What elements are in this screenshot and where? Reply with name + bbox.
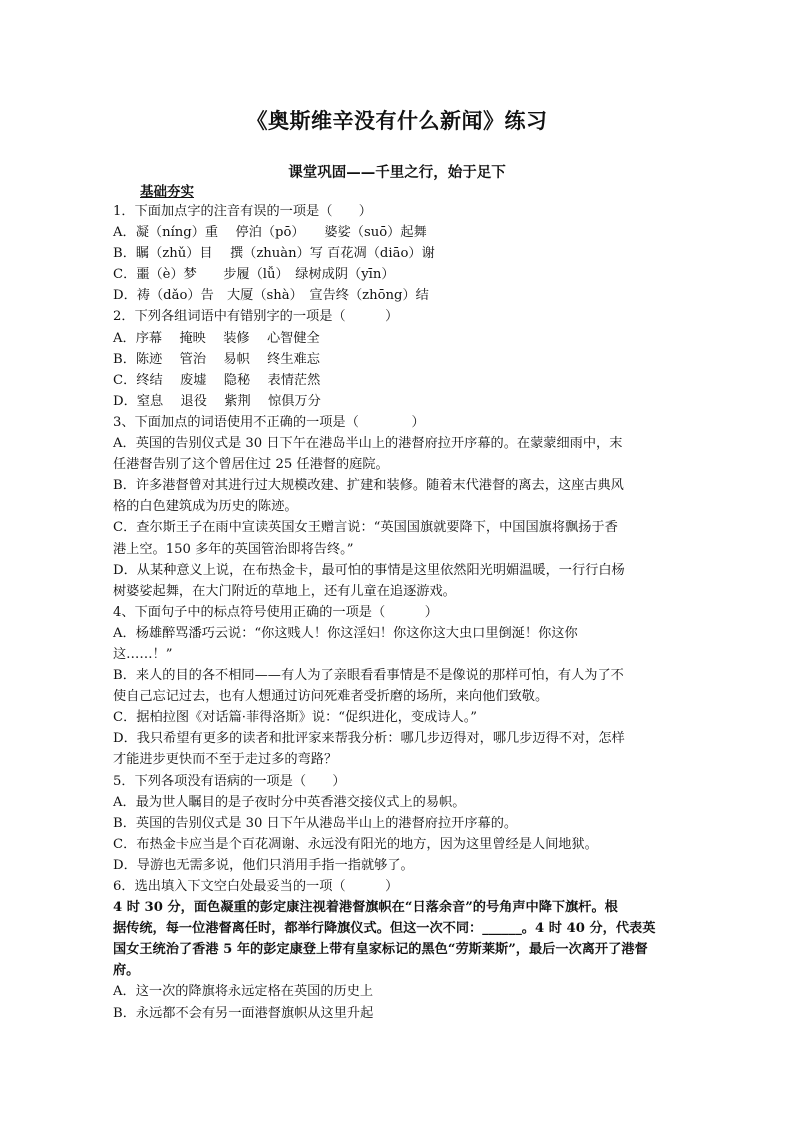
question-6-stem: 6．选出填入下文空白处最妥当的一项（ ）: [113, 879, 399, 894]
document-title: 《奥斯维辛没有什么新闻》练习: [246, 108, 548, 133]
question-3-option-d-line2: 树婆娑起舞，在大门附近的草地上，还有儿童在追逐游戏。: [113, 583, 456, 599]
question-5-stem: 5．下列各项没有语病的一项是（ ）: [113, 773, 346, 789]
question-3-stem: 3、下面加点的词语使用不正确的一项是（ ）: [113, 414, 425, 430]
question-4-option-c: C．据柏拉图《对话篇·菲得洛斯》说：“促织进化，变成诗人。”: [113, 710, 478, 726]
question-2-option-a: A．序幕 掩映 装修 心智健全: [113, 330, 320, 346]
question-6-passage-line4: 府。: [113, 963, 140, 979]
question-3-option-c-line2: 港上空。150 多年的英国管治即将告终。”: [113, 541, 354, 557]
question-4-option-a-line1: A．杨雄醉骂潘巧云说：“你这贱人！你这淫妇！你这你这大虫口里倒涎！你这你: [113, 625, 578, 641]
question-4-option-d-line2: 才能进步更快而不至于走过多的弯路？: [113, 752, 338, 768]
question-1-option-c: C．噩（è）梦 步履（lǚ） 绿树成阴（yīn）: [113, 267, 395, 283]
question-1-stem: 1．下面加点字的注音有误的一项是（ ）: [113, 204, 372, 219]
question-6-passage-line1: 4 时 30 分，面色凝重的彭定康注视着港督旗帜在“日落余音”的号角声中降下旗杆。根: [113, 900, 618, 916]
question-2-option-d: D．窒息 退役 紫荆 惊俱万分: [113, 393, 321, 409]
question-3-option-a-line1: A．英国的告别仪式是 30 日下午在港岛半山上的港督府拉开序幕的。在蒙蒙细雨中，末: [113, 436, 623, 452]
question-2-option-b: B．陈迹 管治 易帜 终生难忘: [113, 351, 320, 367]
question-3-option-b-line2: 格的白色建筑成为历史的陈迹。: [113, 499, 298, 515]
question-4-stem: 4、下面句子中的标点符号使用正确的一项是（ ）: [113, 604, 438, 620]
question-5-option-b: B．英国的告别仪式是 30 日下午从港岛半山上的港督府拉开序幕的。: [113, 815, 518, 831]
question-3-option-d-line1: D．从某种意义上说，在布热金卡，最可怕的事情是这里依然阳光明媚温暖，一行行白杨: [113, 562, 625, 578]
question-6-passage-line2: 据传统，每一位港督离任时，都举行降旗仪式。但这一次不同：______。4 时 40 分，代表英: [113, 921, 656, 937]
question-4-option-b-line2: 使自己忘记过去，也有人想通过访问死难者受折磨的场所，来向他们致敬。: [113, 689, 549, 705]
question-5-option-c: C．布热金卡应当是个百花凋谢、永远没有阳光的地方，因为这里曾经是人间地狱。: [113, 836, 598, 852]
question-6-passage-line3: 国女王统治了香港 5 年的彭定康登上带有皇家标记的黑色“劳斯莱斯”，最后一次离开了港督: [113, 942, 648, 958]
question-5-option-a: A．最为世人瞩目的是子夜时分中英香港交接仪式上的易帜。: [113, 794, 466, 810]
question-4-option-a-line2: 这……！”: [113, 646, 173, 662]
question-4-option-b-line1: B．来人的目的各不相同——有人为了亲眼看看事情是不是像说的那样可怕，有人为了不: [113, 668, 624, 684]
question-2-stem: 2．下列各组词语中有错别字的一项是（ ）: [113, 309, 399, 325]
question-3-option-a-line2: 任港督告别了这个曾居住过 25 任港督的庭院。: [113, 457, 389, 473]
question-3-option-b-line1: B．许多港督曾对其进行过大规模改建、扩建和装修。随着末代港督的离去，这座古典风: [113, 478, 624, 494]
question-1-option-a: A．凝（níng）重 停泊（pō） 婆娑（suō）起舞: [113, 225, 427, 241]
section-heading: 基础夯实: [140, 184, 194, 200]
question-3-option-c-line1: C．查尔斯王子在雨中宣读英国女王赠言说：“英国国旗就要降下，中国国旗将飘扬于香: [113, 520, 618, 536]
question-2-option-c: C．终结 废墟 隐秘 表情茫然: [113, 372, 321, 388]
exercise-content: [113, 201, 683, 1024]
question-1-option-d: D．祷（dǎo）告 大厦（shà） 宣告终（zhōng）结: [113, 288, 429, 304]
question-1-option-b: B．瞩（zhǔ）目 撰（zhuàn）写 百花凋（diāo）谢: [113, 246, 435, 262]
question-6-option-b: B．永远都不会有另一面港督旗帜从这里升起: [113, 1005, 374, 1021]
section-subtitle: 课堂巩固——千里之行，始于足下: [288, 164, 506, 181]
question-5-option-d: D．导游也无需多说，他们只消用手指一指就够了。: [113, 857, 414, 873]
question-4-option-d-line1: D．我只希望有更多的读者和批评家来帮我分析：哪几步迈得对，哪几步迈得不对，怎样: [113, 731, 625, 747]
question-6-option-a: A．这一次的降旗将永远定格在英国的历史上: [113, 984, 374, 1000]
